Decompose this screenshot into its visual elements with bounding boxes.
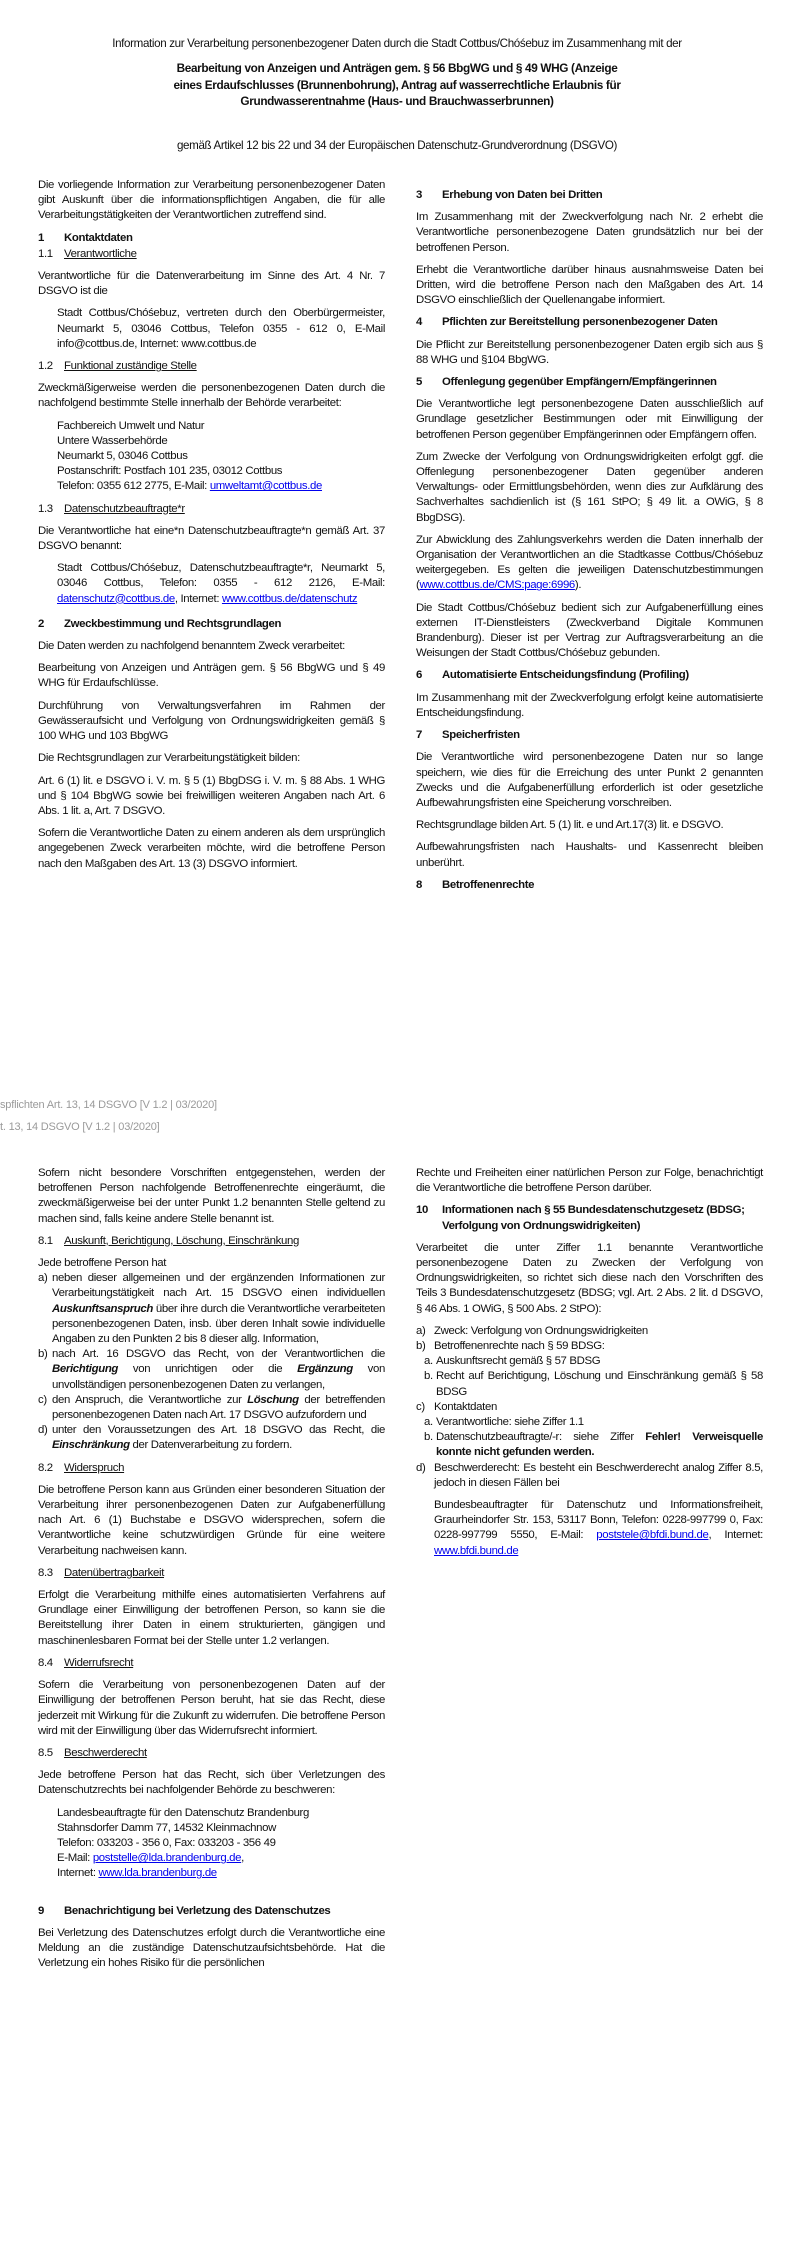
- address-line: Neumarkt 5, 03046 Cottbus: [57, 450, 188, 463]
- address-block: Stadt Cottbus/Chóśebuz, Datenschutzbeauftragte*r, Neumarkt 5, 03046 Cottbus, Telefon: 0355 - 612 2126, E-Mail: datenschutz@cottbus.de, Internet: www.cottbus.de/datenschutz: [57, 562, 385, 605]
- list-subitem: b. Recht auf Berichtigung, Löschung und Einschränkung gemäß § 58 BDSG: [424, 1370, 763, 1398]
- list-item: b) Betroffenenrechte nach § 59 BDSG:: [416, 1340, 605, 1353]
- list-item: b) nach Art. 16 DSGVO das Recht, von der Verantwortlichen die Berichtigung von unrichtigen oder die Ergänzung von unvollständigen personenbezogenen Daten zu verlangen,: [38, 1348, 385, 1391]
- document-intro-line: Information zur Verarbeitung personenbezogener Daten durch die Stadt Cottbus/Chóśebuz im Zusammenhang mit der: [112, 37, 682, 50]
- list-subitem: b. Datenschutzbeauftragte/-r: siehe Ziffer Fehler! Verweisquelle konnte nicht gefunden werden.: [424, 1431, 763, 1459]
- page1-right-column: [416, 188, 763, 900]
- document-title: Bearbeitung von Anzeigen und Anträgen gem. § 56 BbgWG und § 49 WHG (Anzeige eines Erdaufschlusses (Brunnenbohrung), Antrag auf wasserrechtliche Erlaubnis für Grundwasserentnahme (Haus- und Brauchwasserbrunnen): [173, 61, 621, 108]
- intro-paragraph: Die vorliegende Information zur Verarbeitung personenbezogener Daten gibt Auskunft über die informationspflichtigen Angaben, die für alle Verarbeitungstätigkeiten der Verantwortlichen zutreffend sind.: [38, 179, 385, 222]
- paragraph: Die Verantwortliche legt personenbezogene Daten ausschließlich auf Grundlage gesetzlicher Bestimmungen oder mit Einwilligung der betroffenen Person gegenüber Empfängerinnen oder Empfängern offen.: [416, 398, 763, 441]
- address-line: Telefon: 0355 612 2775, E-Mail: umweltamt@cottbus.de: [57, 480, 323, 493]
- paragraph: Die Pflicht zur Bereitstellung personenbezogener Daten ergib sich aus § 88 WHG und §104 BbgWG.: [416, 338, 763, 366]
- list-item: c) Kontaktdaten: [416, 1400, 497, 1413]
- section-heading: 10 Informationen nach § 55 Bundesdatenschutzgesetz (BDSG; Verfolgung von Ordnungswidrigkeiten): [416, 1204, 745, 1232]
- address-line: Internet: www.lda.brandenburg.de: [57, 1867, 217, 1880]
- page2-left-column: [38, 1166, 385, 1978]
- subsection-heading: 8.4 Widerrufsrecht: [38, 1656, 134, 1669]
- paragraph: Zur Abwicklung des Zahlungsverkehrs werden die Daten innerhalb der Organisation der Verantwortlichen an die Stadtkasse Cottbus/Chóśebuz weitergegeben. Es gelten die jeweiligen Datenschutzbestimmungen (www.cottbus.de/CMS:page:6996).: [416, 533, 763, 592]
- section-heading: 9 Benachrichtigung bei Verletzung des Datenschutzes: [38, 1904, 331, 1917]
- paragraph: Im Zusammenhang mit der Zweckverfolgung erfolgt keine automatisierte Entscheidungsfindung.: [416, 691, 763, 719]
- address-line: Untere Wasserbehörde: [57, 434, 168, 447]
- paragraph: Erfolgt die Verarbeitung mithilfe eines automatisierten Verfahrens auf Grundlage einer Einwilligung der betroffenen Person, so kann sie die Bereitstellung ihrer Daten in einem strukturierten, gängigen und maschinenlesbaren Format bei der Stelle unter 1.2 verlangen.: [38, 1589, 385, 1647]
- paragraph: Sofern die Verarbeitung von personenbezogenen Daten auf der Einwilligung der betroffenen Person beruht, hat sie das Recht, diese jederzeit mit Wirkung für die Zukunft zu widerrufen. Die betroffene Person wird mit der Einwilligung über das Widerrufsrecht informiert.: [38, 1679, 385, 1737]
- paragraph: Bearbeitung von Anzeigen und Anträgen gem. § 56 BbgWG und § 49 WHG für Erdaufschlüsse.: [38, 662, 385, 690]
- address-line: E-Mail: poststelle@lda.brandenburg.de,: [57, 1852, 244, 1865]
- section-heading: 8 Betroffenenrechte: [416, 878, 535, 891]
- section-heading: 5 Offenlegung gegenüber Empfängern/Empfängerinnen: [416, 376, 717, 389]
- list-item: c) den Anspruch, die Verantwortliche zur Löschung der betreffenden personenbezogenen Daten nach Art. 17 DSGVO aufzufordern und: [38, 1393, 385, 1422]
- paragraph: Die Verantwortliche wird personenbezogene Daten nur so lange speichern, wie dies für die Erreichung des unter Punkt 2 genannten Zwecks und die Aufgabenerfüllung erforderlich ist oder gesetzliche Aufbewahrungsfristen eine Speicherung vorschreiben.: [416, 751, 763, 809]
- section-heading: 7 Speicherfristen: [416, 729, 520, 742]
- bdsg-list: [416, 1324, 763, 1559]
- list-subitem: a. Verantwortliche: siehe Ziffer 1.1: [424, 1416, 584, 1429]
- version-watermark: spflichten Art. 13, 14 DSGVO [V 1.2 | 03/2020]: [0, 1099, 217, 1111]
- section-heading: 3 Erhebung von Daten bei Dritten: [416, 189, 603, 201]
- paragraph: Die Verantwortliche hat eine*n Datenschutzbeauftragte*n gemäß Art. 37 DSGVO benannt:: [38, 524, 385, 553]
- privacy-page-link[interactable]: www.cottbus.de/CMS:page:6996: [419, 579, 575, 592]
- paragraph: Die Daten werden zu nachfolgend benanntem Zweck verarbeitet:: [38, 640, 345, 653]
- document-subtitle: gemäß Artikel 12 bis 22 und 34 der Europäischen Datenschutz-Grundverordnung (DSGVO): [176, 139, 618, 152]
- paragraph: Jede betroffene Person hat: [38, 1257, 167, 1270]
- paragraph: Aufbewahrungsfristen nach Haushalts- und Kassenrecht bleiben unberührt.: [416, 841, 763, 869]
- paragraph: Rechte und Freiheiten einer natürlichen Person zur Folge, benachrichtigt die Verantwortliche die betroffene Person darüber.: [416, 1167, 763, 1195]
- paragraph: Die Rechtsgrundlagen zur Verarbeitungstätigkeit bilden:: [38, 752, 300, 765]
- address-block: [38, 419, 385, 495]
- paragraph: Zum Zwecke der Verfolgung von Ordnungswidrigkeiten erfolgt ggf. die Offenlegung personenbezogener Daten gegenüber anderen Verwaltungs- oder Ermittlungsbehörden, wenn dies zur Aufklärung des Sachverhaltes sachdienlich ist (§ 161 StPO; § 49 lit. a OWiG, § 8 BbgDSG).: [416, 450, 763, 524]
- address-block: Stadt Cottbus/Chóśebuz, vertreten durch den Oberbürgermeister, Neumarkt 5, 03046 Cottbus, Telefon 0355 - 612 0, E-Mail info@cottbus.de, Internet: www.cottbus.de: [57, 307, 385, 350]
- address-line: Fachbereich Umwelt und Natur: [57, 419, 205, 432]
- subsection-heading: 1.2 Funktional zuständige Stelle: [38, 360, 197, 373]
- reference-error: Fehler! Verweisquelle konnte nicht gefunden werden.: [436, 1431, 763, 1459]
- list-item: a) Zweck: Verfolgung von Ordnungswidrigkeiten: [416, 1324, 648, 1337]
- rights-list: [38, 1271, 385, 1453]
- list-item: d) Beschwerderecht: Es besteht ein Beschwerderecht analog Ziffer 8.5, jedoch in diesen Fällen bei: [416, 1461, 763, 1489]
- paragraph: Sofern nicht besondere Vorschriften entgegenstehen, werden der betroffenen Person nachfolgende Betroffenenrechte eingeräumt, die zweckmäßigerweise bei der unter Punkt 1.2 benannten Stelle geltend zu machen sind, falls keine andere Stelle benannt ist.: [38, 1167, 385, 1225]
- paragraph: Jede betroffene Person hat das Recht, sich über Verletzungen des Datenschutzrechts bei nachfolgender Behörde zu beschweren:: [38, 1769, 385, 1797]
- paragraph: Im Zusammenhang mit der Zweckverfolgung nach Nr. 2 erhebt die Verantwortliche personenbezogene Daten grundsätzlich nur bei der betroffenen Person.: [416, 211, 763, 254]
- address-block: Bundesbeauftragter für Datenschutz und Informationsfreiheit, Graurheindorfer Str. 153, 53117 Bonn, Telefon: 0228-997799 0, Fax: 0228-997799 5550, E-Mail: poststele@bfdi.bund.de, Internet: www.bfdi.bund.de: [434, 1499, 763, 1557]
- paragraph: Die Stadt Cottbus/Chóśebuz bedient sich zur Aufgabenerfüllung eines externen IT-Dienstleisters (Zweckverband Digitale Kommunen Brandenburg). Dieser ist per Vertrag zur Auftragsverarbeitung an die Weisungen der Stadt Cottbus/Chóśebuz gebunden.: [416, 601, 763, 660]
- paragraph: Verarbeitet die unter Ziffer 1.1 benannte Verantwortliche personenbezogene Daten zu Zwecken der Verfolgung von Ordnungswidrigkeiten, so richtet sich diese nach den Vorschriften des Teils 3 Bundesdatenschutzgesetz (BDSG; vgl. Art. 2 Abs. 2 lit. d DSGVO, § 46 Abs. 1 OWiG, § 500 Abs. 2 StPO):: [416, 1241, 763, 1315]
- subsection-heading: 8.1 Auskunft, Berichtigung, Löschung, Einschränkung: [38, 1234, 299, 1247]
- address-line: Stahnsdorfer Damm 77, 14532 Kleinmachnow: [57, 1821, 277, 1834]
- subsection-heading: 8.5 Beschwerderecht: [38, 1746, 147, 1759]
- address-block: [38, 1806, 385, 1882]
- website-link[interactable]: www.cottbus.de/datenschutz: [221, 592, 358, 605]
- list-item: d) unter den Voraussetzungen des Art. 18 DSGVO das Recht, die Einschränkung der Datenverarbeitung zu fordern.: [38, 1424, 385, 1452]
- address-line: Landesbeauftragte für den Datenschutz Brandenburg: [57, 1806, 309, 1819]
- paragraph: Durchführung von Verwaltungsverfahren im Rahmen der Gewässeraufsicht und Verfolgung von Ordnungswidrigkeiten gemäß § 100 WHG und 103 BbgWG: [38, 699, 385, 743]
- email-link[interactable]: umweltamt@cottbus.de: [209, 480, 323, 493]
- paragraph: Erhebt die Verantwortliche darüber hinaus ausnahmsweise Daten bei Dritten, wird die betroffene Person nach den Maßgaben des Art. 14 DSGVO einschließlich der Quellenangabe informiert.: [416, 263, 763, 307]
- subsection-heading: 8.3 Datenübertragbarkeit: [38, 1566, 165, 1579]
- list-subitem: a. Auskunftsrecht gemäß § 57 BDSG: [424, 1355, 601, 1368]
- paragraph: Verantwortliche für die Datenverarbeitung im Sinne des Art. 4 Nr. 7 DSGVO ist die: [38, 270, 385, 298]
- website-link[interactable]: www.bfdi.bund.de: [434, 1544, 519, 1557]
- list-item: a) neben dieser allgemeinen und der ergänzenden Informationen zur Verarbeitungstätigkeit nach Art. 15 DSGVO einen individuellen Auskunftsanspruch über ihre durch die Verantwortliche verarbeiteten personenbezogenen Daten, insb. über deren Inhalt sowie individuelle Angaben zu den Punkten 2 bis 8 dieser allg. Information,: [38, 1272, 385, 1346]
- section-heading: 1 Kontaktdaten: [38, 231, 133, 244]
- section-heading: 4 Pflichten zur Bereitstellung personenbezogener Daten: [416, 316, 718, 329]
- paragraph: Bei Verletzung des Datenschutzes erfolgt durch die Verantwortliche eine Meldung an die zuständige Datenschutzaufsichtsbehörde. Hat die Verletzung ein hohes Risiko für die persönlichen: [38, 1926, 385, 1970]
- address-line: Postanschrift: Postfach 101 235, 03012 Cottbus: [57, 465, 283, 478]
- address-line: Telefon: 033203 - 356 0, Fax: 033203 - 356 49: [57, 1836, 276, 1849]
- website-link[interactable]: www.lda.brandenburg.de: [98, 1867, 217, 1880]
- section-heading: 2 Zweckbestimmung und Rechtsgrundlagen: [38, 617, 282, 630]
- version-watermark: t. 13, 14 DSGVO [V 1.2 | 03/2020]: [0, 1121, 160, 1133]
- paragraph: Art. 6 (1) lit. e DSGVO i. V. m. § 5 (1) BbgDSG i. V. m. § 88 Abs. 1 WHG und § 104 BbgWG sowie bei freiwilligen weiteren Angaben nach Art. 6 Abs. 1 lit. a, Art. 7 DSGVO.: [38, 774, 385, 817]
- email-link[interactable]: poststelle@lda.brandenburg.de: [92, 1852, 242, 1865]
- subsection-heading: 1.1 Verantwortliche: [38, 247, 137, 260]
- paragraph: Zweckmäßigerweise werden die personenbezogenen Daten durch die nachfolgend bestimmte Stelle innerhalb der Behörde verarbeitet:: [38, 382, 385, 410]
- email-link[interactable]: datenschutz@cottbus.de: [57, 592, 175, 605]
- paragraph: Sofern die Verantwortliche Daten zu einem anderen als dem ursprünglich angegebenen Zweck verarbeiten möchte, wird die betroffene Person nach den Maßgaben des Art. 13 (3) DSGVO informiert.: [38, 827, 385, 870]
- paragraph: Rechtsgrundlage bilden Art. 5 (1) lit. e und Art.17(3) lit. e DSGVO.: [416, 819, 724, 832]
- subsection-heading: 1.3 Datenschutzbeauftragte*r: [38, 502, 185, 515]
- email-link[interactable]: poststele@bfdi.bund.de: [596, 1529, 709, 1542]
- paragraph: Die betroffene Person kann aus Gründen einer besonderen Situation der Verarbeitung ihrer personenbezogenen Daten zur Aufgabenerfüllung nach Art. 6 (1) Buchstabe e DSGVO widersprechen, sofern die Verantwortliche keine schutzwürdigen Gründe für eine weitere Verarbeitung nachweisen kann.: [38, 1483, 385, 1557]
- subsection-heading: 8.2 Widerspruch: [38, 1461, 125, 1474]
- section-heading: 6 Automatisierte Entscheidungsfindung (Profiling): [416, 669, 689, 682]
- page2-right-column: [416, 1166, 763, 1566]
- page1-left-column: [38, 178, 385, 879]
